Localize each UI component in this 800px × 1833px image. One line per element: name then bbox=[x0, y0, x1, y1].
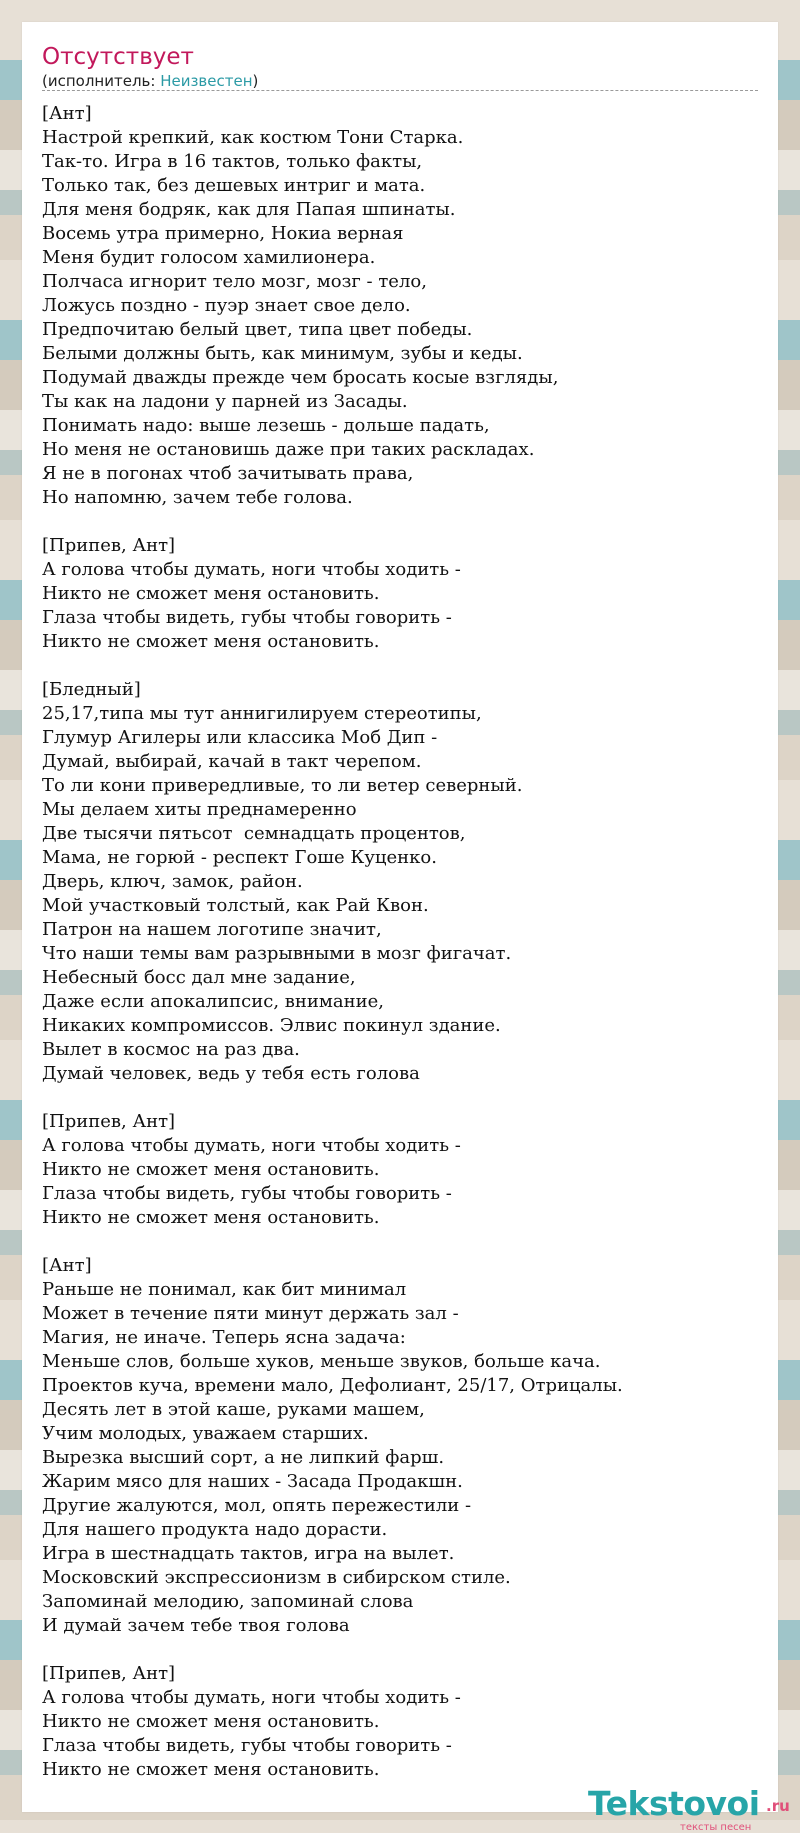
lyric-line: А голова чтобы думать, ноги чтобы ходить - bbox=[42, 559, 461, 580]
lyric-line: Думай, выбирай, качай в такт черепом. bbox=[42, 751, 422, 772]
logo-domain: .ru bbox=[766, 1797, 790, 1815]
lyric-line: Мой участковый толстый, как Рай Квон. bbox=[42, 895, 429, 916]
lyric-line: И думай зачем тебе твоя голова bbox=[42, 1615, 350, 1636]
lyric-line: Меня будит голосом хамилионера. bbox=[42, 247, 376, 268]
lyric-line: Глаза чтобы видеть, губы чтобы говорить - bbox=[42, 607, 452, 628]
lyric-line: Никто не сможет меня остановить. bbox=[42, 1159, 380, 1180]
lyric-line: [Припев, Ант] bbox=[42, 535, 176, 556]
lyric-line: [Бледный] bbox=[42, 679, 141, 700]
lyric-line: То ли кони привередливые, то ли ветер северный. bbox=[42, 775, 523, 796]
lyric-line: Патрон на нашем логотипе значит, bbox=[42, 919, 382, 940]
lyric-line: Понимать надо: выше лезешь - дольше падать, bbox=[42, 415, 490, 436]
lyric-line: Вырезка высший сорт, а не липкий фарш. bbox=[42, 1447, 445, 1468]
lyric-line: Жарим мясо для наших - Засада Продакшн. bbox=[42, 1471, 463, 1492]
song-title: Отсутствует bbox=[42, 44, 194, 70]
lyric-line: Предпочитаю белый цвет, типа цвет победы. bbox=[42, 319, 473, 340]
lyric-line: Учим молодых, уважаем старших. bbox=[42, 1423, 369, 1444]
lyric-line: Никто не сможет меня остановить. bbox=[42, 1711, 380, 1732]
logo-tagline: тексты песен bbox=[680, 1822, 752, 1833]
logo-wordmark: Tekstovoi bbox=[588, 1784, 760, 1823]
lyrics-card bbox=[22, 22, 790, 1833]
lyric-line: Никто не сможет меня остановить. bbox=[42, 1759, 380, 1780]
lyric-line: Другие жалуются, мол, опять пережестили - bbox=[42, 1495, 472, 1516]
lyric-line: А голова чтобы думать, ноги чтобы ходить - bbox=[42, 1135, 461, 1156]
lyric-line: Восемь утра примерно, Нокиа верная bbox=[42, 223, 404, 244]
lyric-line: Вылет в космос на раз два. bbox=[42, 1039, 300, 1060]
lyric-line: Я не в погонах чтоб зачитывать права, bbox=[42, 463, 414, 484]
lyric-line: Десять лет в этой каше, руками машем, bbox=[42, 1399, 425, 1420]
lyric-line: Настрой крепкий, как костюм Тони Старка. bbox=[42, 127, 464, 148]
lyric-line: [Припев, Ант] bbox=[42, 1111, 176, 1132]
lyric-line: Мы делаем хиты преднамеренно bbox=[42, 799, 357, 820]
lyric-line: Никто не сможет меня остановить. bbox=[42, 1207, 380, 1228]
lyric-line: Раньше не понимал, как бит минимал bbox=[42, 1279, 407, 1300]
lyric-line: Полчаса игнорит тело мозг, мозг - тело, bbox=[42, 271, 427, 292]
lyric-line: Думай человек, ведь у тебя есть голова bbox=[42, 1063, 420, 1084]
lyric-line: [Ант] bbox=[42, 1255, 92, 1276]
lyric-line: Так-то. Игра в 16 тактов, только факты, bbox=[42, 151, 423, 172]
lyric-line: Никто не сможет меня остановить. bbox=[42, 631, 380, 652]
lyric-line: Ты как на ладони у парней из Засады. bbox=[42, 391, 408, 412]
lyric-line: Но меня не остановишь даже при таких раскладах. bbox=[42, 439, 535, 460]
lyric-line: Даже если апокалипсис, внимание, bbox=[42, 991, 384, 1012]
lyric-line: Белыми должны быть, как минимум, зубы и кеды. bbox=[42, 343, 523, 364]
lyric-line: Мама, не горюй - респект Гоше Куценко. bbox=[42, 847, 437, 868]
lyric-line: Но напомню, зачем тебе голова. bbox=[42, 487, 353, 508]
lyric-line: Глаза чтобы видеть, губы чтобы говорить - bbox=[42, 1735, 452, 1756]
lyrics-stanza bbox=[42, 102, 762, 510]
lyric-line: Что наши темы вам разрывными в мозг фигачат. bbox=[42, 943, 512, 964]
lyric-line: Никаких компромиссов. Элвис покинул здание. bbox=[42, 1015, 501, 1036]
site-logo[interactable] bbox=[588, 1785, 798, 1831]
lyric-line: Магия, не иначе. Теперь ясна задача: bbox=[42, 1327, 406, 1348]
lyric-line: Меньше слов, больше хуков, меньше звуков, больше кача. bbox=[42, 1351, 601, 1372]
lyric-line: Глумур Агилеры или классика Моб Дип - bbox=[42, 727, 438, 748]
lyric-line: Дверь, ключ, замок, район. bbox=[42, 871, 303, 892]
lyric-line: Небесный босс дал мне задание, bbox=[42, 967, 356, 988]
title-divider bbox=[42, 90, 758, 91]
lyric-line: 25,17,типа мы тут аннигилируем стереотипы, bbox=[42, 703, 482, 724]
lyric-line: Может в течение пяти минут держать зал - bbox=[42, 1303, 459, 1324]
performer-link[interactable]: Неизвестен bbox=[160, 72, 253, 90]
lyric-line: Запоминай мелодию, запоминай слова bbox=[42, 1591, 414, 1612]
performer-suffix: ) bbox=[252, 72, 259, 90]
lyric-line: Проектов куча, времени мало, Дефолиант, 25/17, Отрицалы. bbox=[42, 1375, 623, 1396]
lyric-line: [Ант] bbox=[42, 103, 92, 124]
lyrics-stanza bbox=[42, 1254, 762, 1638]
performer-prefix: (исполнитель: bbox=[42, 72, 161, 90]
lyric-line: Игра в шестнадцать тактов, игра на вылет. bbox=[42, 1543, 455, 1564]
performer-line bbox=[42, 71, 258, 91]
lyric-line: Для нашего продукта надо дорасти. bbox=[42, 1519, 388, 1540]
lyric-line: А голова чтобы думать, ноги чтобы ходить - bbox=[42, 1687, 461, 1708]
lyrics-stanza bbox=[42, 1110, 762, 1230]
lyric-line: [Припев, Ант] bbox=[42, 1663, 176, 1684]
lyric-line: Глаза чтобы видеть, губы чтобы говорить - bbox=[42, 1183, 452, 1204]
lyrics-stanza bbox=[42, 1662, 762, 1782]
lyric-line: Московский экспрессионизм в сибирском стиле. bbox=[42, 1567, 511, 1588]
lyrics-stanza bbox=[42, 678, 762, 1086]
lyric-line: Ложусь поздно - пуэр знает свое дело. bbox=[42, 295, 411, 316]
lyric-line: Никто не сможет меня остановить. bbox=[42, 583, 380, 604]
lyric-line: Для меня бодряк, как для Папая шпинаты. bbox=[42, 199, 456, 220]
lyric-line: Только так, без дешевых интриг и мата. bbox=[42, 175, 426, 196]
lyric-line: Подумай дважды прежде чем бросать косые взгляды, bbox=[42, 367, 559, 388]
lyrics-body bbox=[42, 102, 762, 1806]
lyrics-stanza bbox=[42, 534, 762, 654]
lyric-line: Две тысячи пятьсот семнадцать процентов, bbox=[42, 823, 466, 844]
